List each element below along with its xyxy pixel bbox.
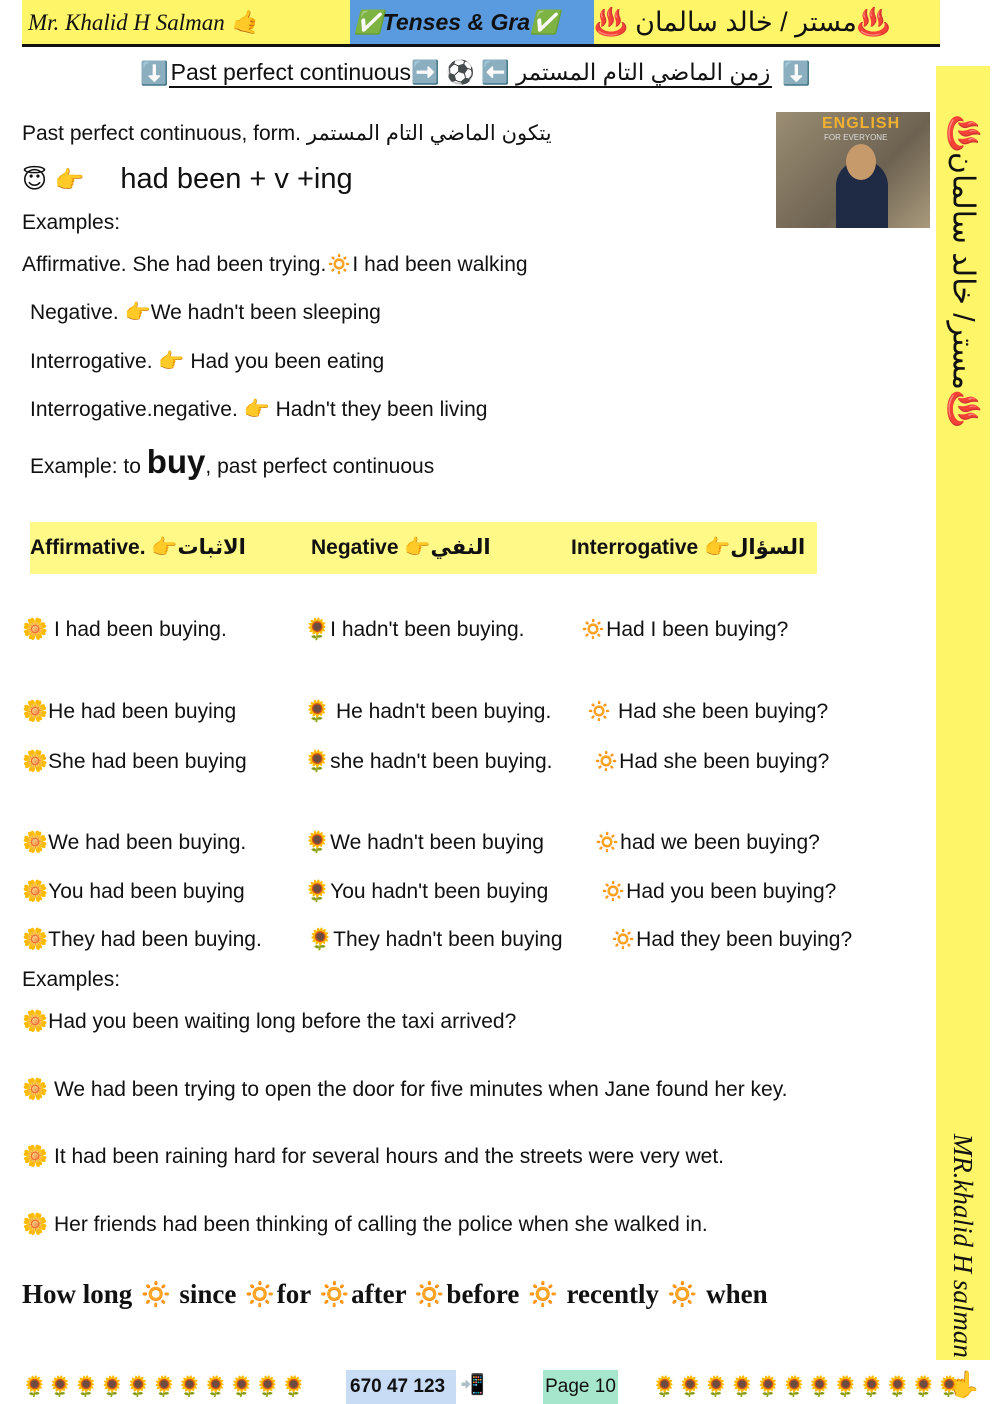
angel-pointing-icon: 😇 👉 bbox=[22, 166, 85, 194]
time-keywords: How long 🔅 since 🔅for 🔅after 🔅before 🔅 recently 🔅 when bbox=[22, 1279, 768, 1309]
buy-example bbox=[30, 443, 434, 481]
table-cell: 🌻 He hadn't been buying. bbox=[304, 700, 552, 723]
affirmative-example: Affirmative. She had been trying.🔅I had been walking bbox=[22, 253, 528, 276]
table-cell: 🌼 I had been buying. bbox=[22, 618, 227, 641]
page-title-text: Past perfect continuous➡️ ⚽️ ⬅️ زمن الماضي التام المستمر bbox=[169, 59, 773, 88]
example-sentence: 🌼 Her friends had been thinking of calling the police when she walked in. bbox=[22, 1213, 708, 1236]
photo-logo-subtitle: FOR EVERYONE bbox=[824, 133, 888, 142]
formula: had been + v +ing bbox=[120, 163, 353, 195]
table-cell: 🌼They had been buying. bbox=[22, 928, 262, 951]
table-cell: 🔅had we been buying? bbox=[594, 831, 820, 854]
table-cell: 🌻I hadn't been buying. bbox=[304, 618, 525, 641]
examples-heading: Examples: bbox=[22, 211, 121, 234]
negative-example: Negative. 👉We hadn't been sleeping bbox=[30, 301, 381, 324]
example-sentence: 🌼 We had been trying to open the door for five minutes when Jane found her key. bbox=[22, 1078, 788, 1101]
interrogative-example: Interrogative. 👉 Had you been eating bbox=[30, 350, 385, 373]
interrogative-column-header: Interrogative 👉السؤال bbox=[571, 536, 806, 559]
table-cell: 🌻We hadn't been buying bbox=[304, 831, 544, 854]
header-topic: ✅Tenses & Gra✅ bbox=[350, 0, 594, 44]
person-face bbox=[846, 144, 876, 180]
table-cell: 🌻You hadn't been buying bbox=[304, 880, 549, 903]
down-arrow-icon: ⬇️ bbox=[140, 60, 169, 87]
table-cell: 🔅Had she been buying? bbox=[593, 750, 830, 773]
table-cell: 🌼He had been buying bbox=[22, 700, 237, 723]
page-title bbox=[140, 55, 840, 91]
header-bar bbox=[22, 0, 940, 44]
buy-prefix: Example: to bbox=[30, 455, 147, 478]
phone-icon: 📲 bbox=[460, 1372, 485, 1396]
header-divider bbox=[22, 44, 940, 47]
sidebar-english-name: MR.khalid H salman 👈 bbox=[948, 1133, 978, 1399]
sidebar-arabic-name: ♨️مستر/ خالد سالمان♨️ bbox=[946, 114, 980, 428]
buy-suffix: , past perfect continuous bbox=[205, 455, 435, 478]
page-number: Page 10 bbox=[543, 1370, 618, 1404]
table-cell: 🌼We had been buying. bbox=[22, 831, 247, 854]
form-label: Past perfect continuous, form. يتكون الماضي التام المستمر bbox=[22, 122, 552, 145]
affirmative-column-header: Affirmative. 👉الاثبات bbox=[30, 536, 246, 559]
teacher-photo bbox=[776, 112, 930, 228]
footer-flowers-right: 🌻🌻🌻🌻🌻🌻🌻🌻🌻🌻🌻🌻 bbox=[652, 1376, 963, 1398]
photo-logo: ENGLISH bbox=[822, 115, 901, 132]
table-cell: 🔅Had I been buying? bbox=[580, 618, 789, 641]
formula-row bbox=[22, 163, 353, 196]
table-cell: 🔅Had you been buying? bbox=[600, 880, 837, 903]
table-cell: 🌼You had been buying bbox=[22, 880, 245, 903]
table-cell: 🔅 Had she been buying? bbox=[586, 700, 829, 723]
negative-column-header: Negative 👉النفي bbox=[311, 536, 491, 559]
table-cell: 🌻They hadn't been buying bbox=[307, 928, 563, 951]
footer-flowers-left: 🌻🌻🌻🌻🌻🌻🌻🌻🌻🌻🌻 bbox=[22, 1376, 307, 1398]
phone-number: 670 47 123 bbox=[346, 1370, 456, 1404]
header-author: Mr. Khalid H Salman 🤙 bbox=[22, 0, 350, 44]
examples-heading: Examples: bbox=[22, 968, 121, 991]
table-cell: 🌼She had been buying bbox=[22, 750, 247, 773]
table-cell: 🌻she hadn't been buying. bbox=[304, 750, 553, 773]
sidebar-strip bbox=[936, 66, 990, 1399]
column-header-band bbox=[30, 522, 817, 574]
example-sentence: 🌼Had you been waiting long before the taxi arrived? bbox=[22, 1010, 517, 1033]
table-cell: 🔅Had they been buying? bbox=[610, 928, 853, 951]
down-arrow-icon: ⬇️ bbox=[782, 60, 811, 87]
example-sentence: 🌼 It had been raining hard for several hours and the streets were very wet. bbox=[22, 1145, 725, 1168]
buy-word: buy bbox=[146, 443, 206, 480]
interrogative-negative-example: Interrogative.negative. 👉 Hadn't they been living bbox=[30, 398, 488, 421]
header-author-arabic: ♨️مستر / خالد سالمان ♨️ bbox=[594, 0, 940, 44]
